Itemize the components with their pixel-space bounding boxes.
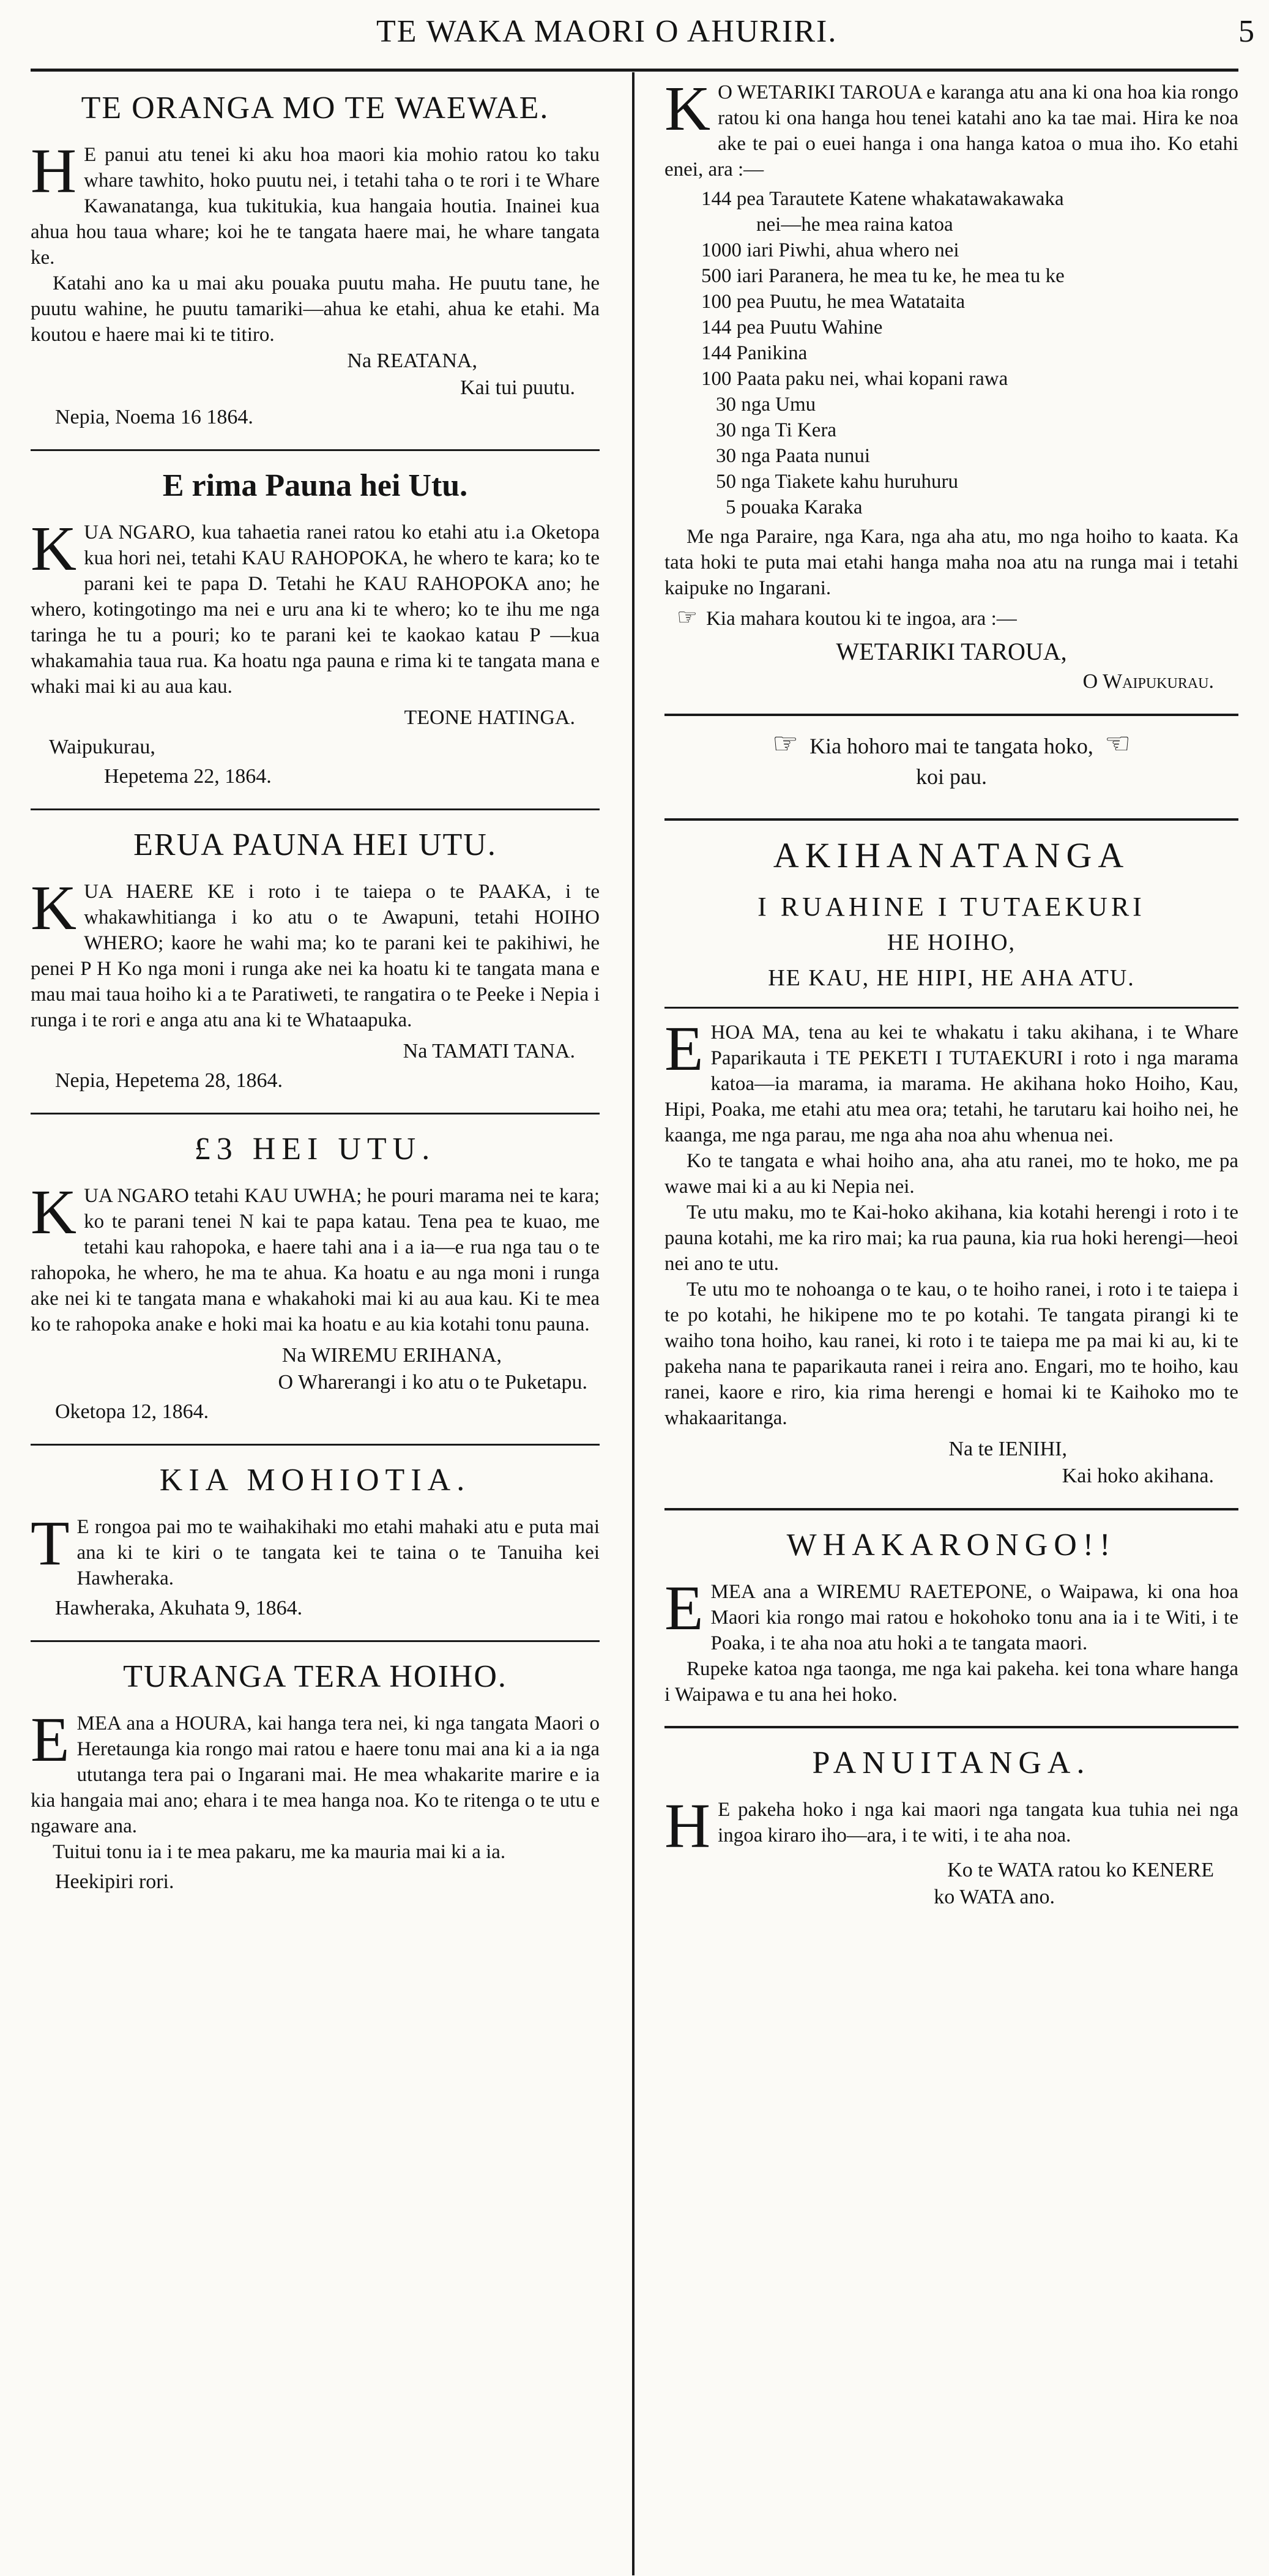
notice-body: EMEA ana a HOURA, kai hanga tera nei, ki nga tangata Maori o Heretaunga kia rongo mai ratou e haere tonu mai ana ki a ia nga ututanga tera pai o Ingarani mai. He mea whakarite marire e ia kia hangaia mai ano; ehara i te mea hanga noa. Ko te ritenga o te utu e ngaware ana. [31,1704,600,1837]
notice-body: H E pakeha hoko i nga kai maori nga tangata kua tuhia nei nga ingoa kiraro iho—ara, i te witi, i te aha noa. [664,1791,1238,1861]
section-rule [664,714,1238,716]
section-rule [664,818,1238,821]
section-rule [31,808,600,810]
masthead-title: TE WAKA MAORI O AHURIRI. [376,14,838,49]
notice-body: ☞ Kia mahara koutou ki te ingoa, ara :— [677,605,1017,630]
signature: Na REATANA, [347,349,477,372]
left-column [31,80,600,1908]
notice-body: Tuitui tonu ia i te mea pakaru, me ka mauria mai ki a ia. [53,1841,506,1863]
signature-title: Kai tui puutu. [460,376,575,399]
drop-cap: E [664,1014,704,1084]
list-item: 30 nga Ti Kera [716,419,837,441]
notice-body: EMEA ana a WIREMU RAETEPONE, o Waipawa, ki ona hoa Maori kia rongo mai ratou e hokohoko tonu ana ia i te Witi, i te Poaka, i te aha noa atu hoki a te tangata maori. [664,1573,1238,1654]
notice-body: Te utu maku, mo te Kai-hoko akihana, kia kotahi herengi i roto i te pauna kotahi, me ka riro mai; ka rua pauna, kia rua hoki herengi—heoi nei ano te utu. [664,1201,1238,1275]
notice-erua-pauna [31,825,600,1107]
section-rule [31,1640,600,1642]
notice-body: Ko te tangata e whai hoiho ana, aha atu ranei, mo te hoko, me pa wawe mai ki a au ki Nepia nei. [664,1150,1238,1198]
notice-body: Katahi ano ka u mai aku pouaka puutu maha. He puutu tane, he puutu wahine, he puutu tamariki—ahua ke etahi, ahua ke etahi. Ma koutou e haere mai ki te titiro. [31,272,600,346]
list-item: 144 pea Tarautete Katene whakatawakawaka [701,188,1064,210]
notice-heading: PANUITANGA. [812,1745,1091,1780]
notice-heading: KIA MOHIOTIA. [159,1463,471,1498]
dateline: Oketopa 12, 1864. [55,1400,209,1423]
notice-subheading: HE KAU, HE HIPI, HE AHA ATU. [768,965,1135,991]
notice-body: KUA NGARO, kua tahaetia ranei ratou ko etahi atu i.a Oketopa kua hori nei, tetahi KAU RAHOPOKA, he whero te kara; ko te parani kei te papa D. Tetahi he KAU RAHOPOKA ano; he whero, kotingotingo ma nei e uru ana ki te whero; ko te ihu me nga taringa he tu a pouri; ko te parani kei te kaokao katau P —kua whakamahia taua rua. Ka hoatu nga pauna e rima ki te tangata mana e whaki mai ki au aua kau. [31,513,600,698]
drop-cap: K [31,1177,77,1247]
notice-heading: TE ORANGA MO TE WAEWAE. [81,91,549,125]
notice-heading: £3 HEI UTU. [194,1132,436,1167]
goods-list [701,186,1238,520]
list-item: 100 pea Puutu, he mea Watataita [701,291,966,313]
page-header [0,0,1269,73]
signature: Na TAMATI TANA. [403,1040,575,1062]
dateline: Hepetema 22, 1864. [104,765,272,788]
drop-cap: E [31,1704,70,1775]
signature: TEONE HATINGA. [404,706,575,729]
dateline: Heekipiri rori. [55,1870,174,1893]
drop-cap: K [664,73,711,144]
notice-body: EHOA MA, tena au kei te whakatu i taku akihana, i te Whare Paparikauta i TE PEKETI I TUTAEKURI i roto i nga marama katoa—ia marama, ia marama. He akihana hoko Hoiho, Kau, Hipi, Poaka, me etahi atu mea ora; tetahi, he tarutaru kai hoiho nei, he kaanga, me nga parau, me nga aha noa ahu whenua nei. [664,1014,1238,1146]
drop-cap: K [31,513,77,584]
drop-cap: E [664,1573,704,1643]
page-number: 5 [1238,14,1254,49]
notice-heading: WHAKARONGO!! [786,1528,1117,1562]
notice-body: H E panui atu tenei ki aku hoa maori kia mohio ratou ko taku whare tawhito, hoko puutu nei, i tetahi taha o te rori i te Whare Kawanatanga, kua tukitukia, kua hangaia houtia. Inainei kua ahua hou taua whare; koi he te tangata haere mai, he whare tangata ke. [31,136,600,269]
notice-wetariki [664,73,1238,707]
list-item: 30 nga Umu [716,394,816,416]
signature: ko WATA ano. [934,1886,1055,1908]
dateline: Nepia, Hepetema 28, 1864. [55,1069,283,1092]
hurry-notice [664,728,1238,812]
list-item: 5 pouaka Karaka [726,496,863,518]
drop-cap: T [31,1508,70,1578]
notice-heading: AKIHANATANGA [773,835,1130,875]
section-rule [31,1444,600,1446]
signature: Na te IENIHI, [948,1438,1067,1460]
notice-subheading: HE HOIHO, [887,930,1016,955]
notice-whakarongo [664,1525,1238,1720]
signature: Na WIREMU ERIHANA, [281,1344,502,1367]
drop-cap: H [31,136,77,206]
notice-body: Rupeke katoa nga taonga, me nga kai pakeha. kei tona whare hanga i Waipawa e tu ana hei hoko. [664,1658,1238,1706]
notice-body: Te utu mo te nohoanga o te kau, o te hoiho ranei, i roto i te taiepa i te po kotahi, he hikipene mo te po kotahi. Te tangata pirangi ki te waiho tona hoiho, kau ranei, ki roto i te taiepa me pa mai ki au, ki te pakeha nana te paparikauta ranei i reira ano. Engari, mo te hoiho, kau ranei, kaore e riro, kia rima herengi e homai ki te Kaihoko mo te whakaaritanga. [664,1279,1238,1429]
list-item: 500 iari Paranera, he mea tu ke, he mea tu ke [701,265,1065,287]
list-item: nei—he mea raina katoa [756,214,953,236]
notice-heading: ERUA PAUNA HEI UTU. [133,827,497,862]
notice-body: KUA HAERE KE i roto i te taiepa o te PAAKA, i te whakawhitianga i ko atu o te Awapuni, tetahi HOIHO WHERO; kaore he wahi ma; ko te parani kei te pakihiwi, he penei P H Ko nga moni i runga ake nei ka hoatu ki te tangata mana e mau mai taua hoiho ki a te Paratiweti, te rangatira o te Peeke i Nepia i runga i te rori e anga atu ana ki te Whataapuka. [31,873,600,1031]
list-item: 144 pea Puutu Wahine [701,316,883,338]
dateline: Hawheraka, Akuhata 9, 1864. [55,1597,303,1619]
notice-turanga-tera [31,1657,600,1908]
section-rule [664,1508,1238,1510]
notice-heading: TURANGA TERA HOIHO. [123,1659,507,1694]
dateline: Waipukurau, [49,736,155,758]
list-item: 1000 iari Piwhi, ahua whero nei [701,239,959,261]
notice-subheading: I RUAHINE I TUTAEKURI [757,892,1145,922]
pointing-hand-icon: ☞ [772,728,799,760]
notice-kia-mohiotia [31,1460,600,1634]
notice-body: Me nga Paraire, nga Kara, nga aha atu, mo nga hoiho to kaata. Ka tata hoki te puta mai etahi hanga maha noa atu na runga mai i tetahi kaipuke no Ingarani. [664,526,1238,599]
section-rule [31,1113,600,1114]
notice-rima-pauna [31,466,600,802]
right-column [664,73,1238,1923]
dateline: Nepia, Noema 16 1864. [55,406,253,428]
pointing-hand-icon: ☜ [1104,728,1131,760]
hurry-line-2: koi pau. [916,764,987,789]
notice-body: K O WETARIKI TAROUA e karanga atu ana ki ona hoa kia rongo ratou ki ona hanga hou tenei katahi ano ka tae mai. Hira ke noa ake te pai o euei hanga i ona hanga katoa o mua iho. Ko etahi enei, ara :— [664,73,1238,181]
drop-cap: K [31,873,77,943]
list-item: 144 Panikina [701,342,808,364]
notice-body: T E rongoa pai mo te waihakihaki mo etahi mahaki atu e puta mai ana ki te kiri o te tangata kei te taina o te Tanuiha kei Hawheraka. [31,1508,600,1589]
header-rule [31,69,1238,72]
notice-body: KUA NGARO tetahi KAU UWHA; he pouri marama nei te kara; ko te parani tenei N kai te papa katau. Tena pea te kuao, me tetahi kau rahopoka, e haere tahi ana i a ia—e rua nga tau o te rahopoka, he whero, he ma te ahua. Ka hoatu e au nga moni i runga ake nei ki te tangata mana e whakahoki mai ki au aua kau. Ki te mea ko te rahopoka anake e hoki mai ka hoatu e au kia kotahi tonu pauna. [31,1177,600,1335]
advertiser-name: WETARIKI TAROUA, [836,638,1067,665]
advertiser-place: O Waipukurau. [1082,670,1214,693]
notice-toru-pauna [31,1129,600,1438]
pointing-hand-icon: ☞ [677,605,698,630]
hurry-line: ☞ Kia hohoro mai te tangata hoko, ☜ [772,728,1131,760]
notice-akihanatanga [664,835,1238,1502]
list-item: 100 Paata paku nei, whai kopani rawa [701,368,1008,390]
drop-cap: H [664,1791,711,1861]
list-item: 30 nga Paata nunui [716,445,871,467]
signature-place: O Wharerangi i ko atu o te Puketapu. [278,1371,587,1394]
column-divider [632,72,634,2575]
list-item: 50 nga Tiakete kahu huruhuru [716,471,958,493]
section-rule [31,449,600,451]
notice-oranga [31,88,600,443]
notice-heading: E rima Pauna hei Utu. [162,468,468,503]
signature: Ko te WATA ratou ko KENERE [947,1859,1214,1881]
section-rule [664,1726,1238,1728]
signature-title: Kai hoko akihana. [1062,1465,1214,1487]
section-rule [664,1007,1238,1009]
notice-panuitanga [664,1743,1238,1923]
